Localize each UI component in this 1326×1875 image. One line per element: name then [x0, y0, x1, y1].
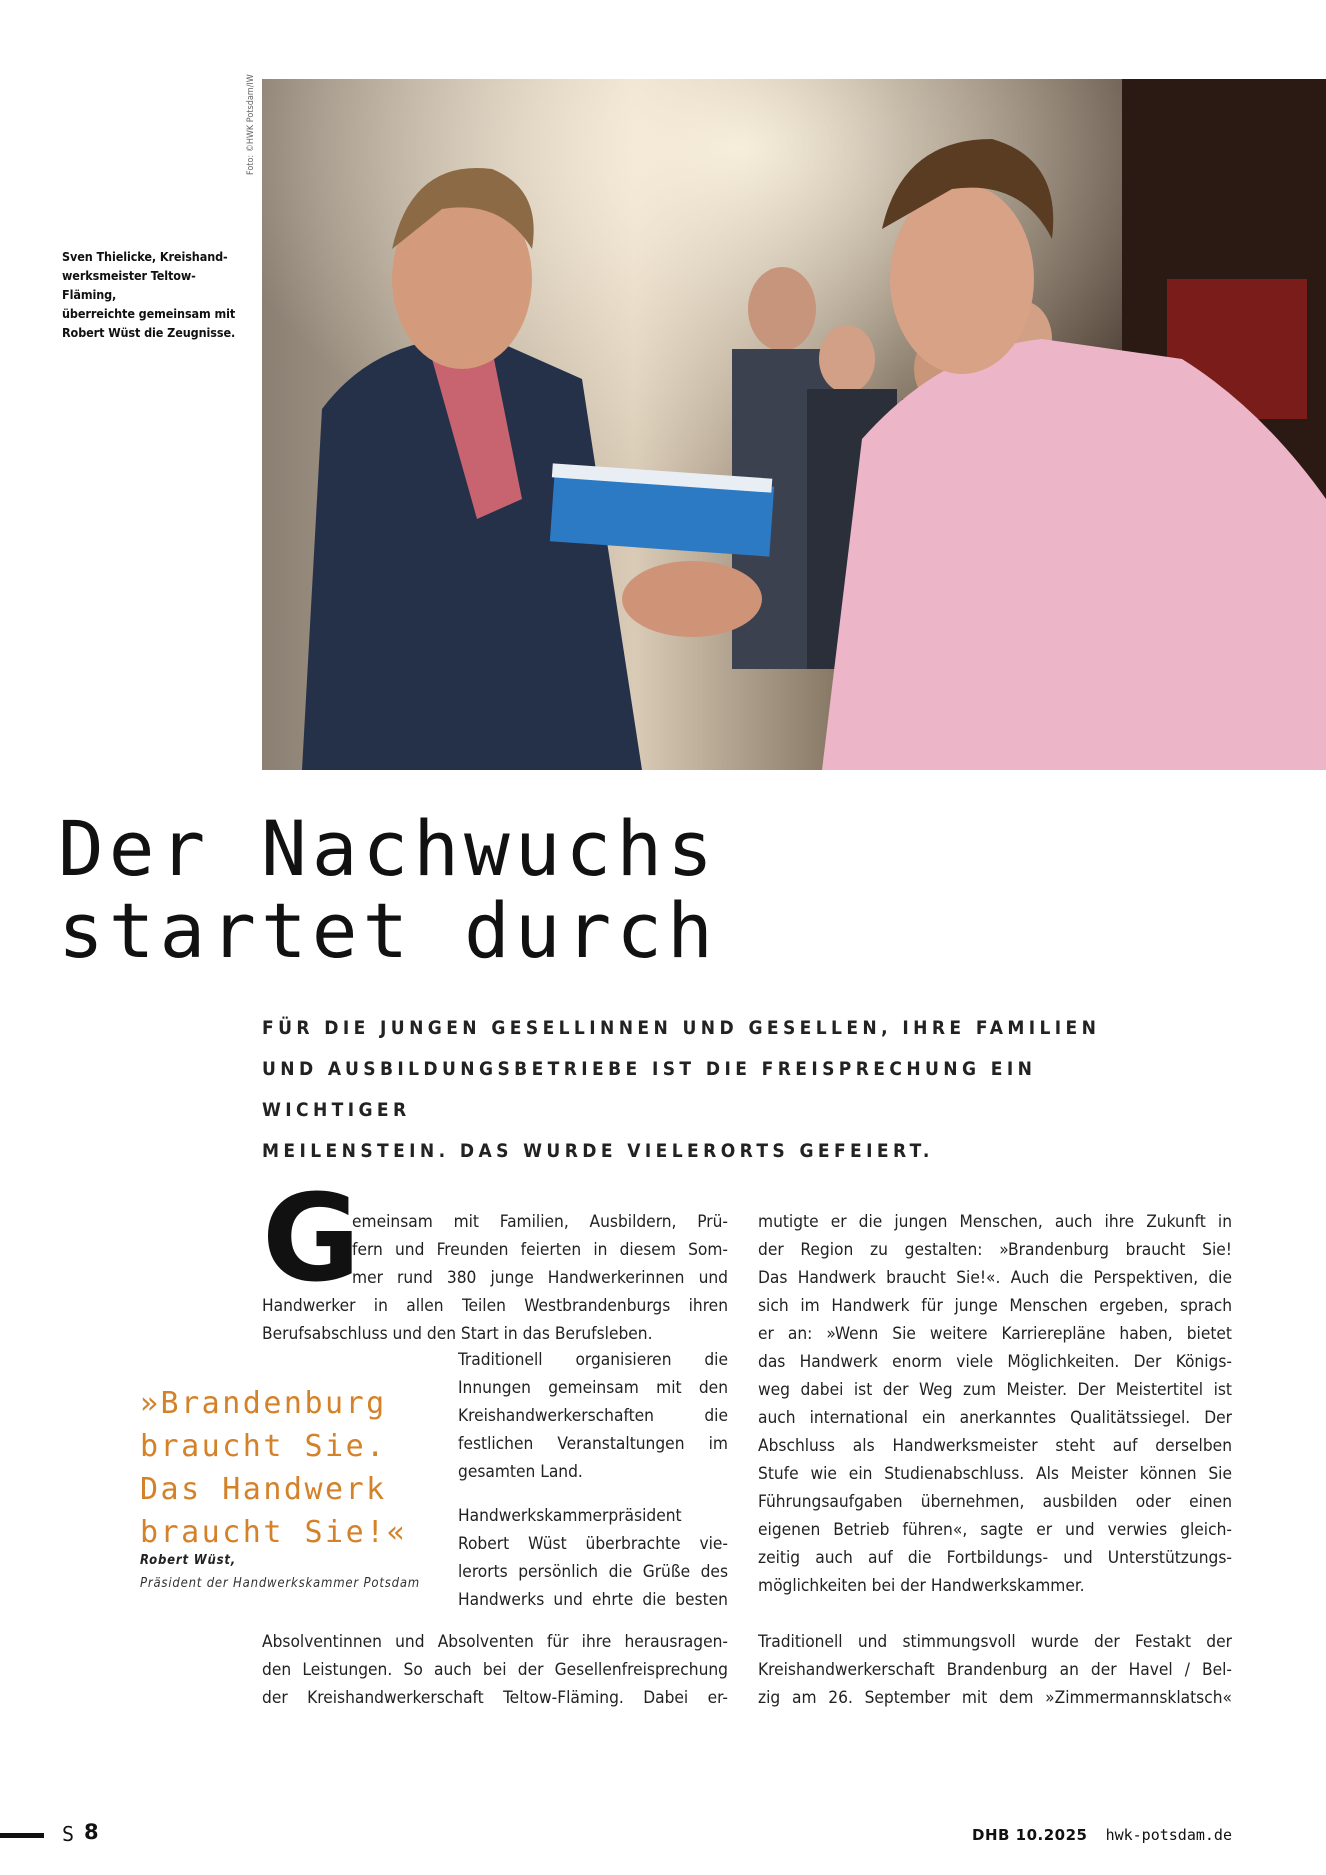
website: hwk-potsdam.de — [1105, 1826, 1232, 1844]
article-headline: Der Nachwuchs startet durch — [58, 804, 718, 975]
footer-bar — [0, 1833, 44, 1838]
body-col1-intro: emeinsam mit Familien, Ausbildern, Prü- fern und Freunden feierten in diesem Som- mer rund 380 junge Handwerkerinnen und — [352, 1212, 728, 1288]
issue-label: DHB 10.2025 — [972, 1826, 1088, 1844]
drop-cap: G — [262, 1170, 361, 1309]
body-col1-intro-full: Handwerker in allen Teilen Westbrandenburgs ihren Berufsabschluss und den Start in das Berufsleben. — [262, 1296, 728, 1344]
photo-credit: Foto: ©HWK Potsdam/IW — [246, 74, 256, 175]
footer-section: S — [62, 1822, 75, 1846]
body-col2-para2: Traditionell und stimmungsvoll wurde der Festakt der Kreishandwerkerschaft Brandenburg an der Havel / Bel- zig am 26. September mit dem »Zimmermannsklatsch« — [758, 1632, 1232, 1708]
pull-quote-author: Robert Wüst, — [140, 1553, 236, 1568]
body-col2-para1: mutigte er die jungen Menschen, auch ihre Zukunft in der Region zu gestalten: »Brandenburg braucht Sie! Das Handwerk braucht Sie!«. Auch die Perspektiven, die sich im Handwerk für junge Menschen ergeben, sprach er an: »Wenn Sie weitere Karrierepläne haben, bietet das Handwerk enorm viele Möglichkeiten. Der Königs- weg dabei ist der Weg zum Meister. Der Meistertitel ist auch international ein anerkanntes Qualitätssiegel. Der Abschluss als Handwerksmeister steht auf derselben Stufe wie ein Studienabschluss. Als Meister können Sie Führungsaufgaben übernehmen, ausbilden oder einen eigenen Betrieb führen«, sagte er und verwies gleich- zeitig auch auf die Fortbildungs- und Unterstützungs- möglichkeiten bei der Handwerkskammer. — [758, 1212, 1232, 1596]
handshake-photo-illustration — [262, 79, 1326, 770]
article-lead: FÜR DIE JUNGEN GESELLINNEN UND GESELLEN, IHRE FAMILIEN UND AUSBILDUNGSBETRIEBE IST DIE FREISPRECHUNG EIN WICHTIGER MEILENSTEIN. DAS WURDE VIELERORTS GEFEIERT. — [262, 1017, 1101, 1162]
body-col1-para3: Handwerkskammerpräsident Robert Wüst überbrachte vie- lerorts persönlich die Grüße des Handwerks und ehrte die besten — [458, 1506, 728, 1610]
article-photo — [262, 79, 1326, 770]
pull-quote-role: Präsident der Handwerkskammer Potsdam — [140, 1576, 421, 1591]
photo-caption: Sven Thielicke, Kreishand- werksmeister Teltow-Fläming, überreichte gemeinsam mit Robert Wüst die Zeugnisse. — [62, 249, 236, 340]
body-col1-para3-full: Absolventinnen und Absolventen für ihre herausragen- den Leistungen. So auch bei der Gesellenfreisprechung der Kreishandwerkerschaft Teltow-Fläming. Dabei er- — [262, 1632, 728, 1708]
body-col1-para2: Traditionell organisieren die Innungen gemeinsam mit den Kreishandwerkerschaften die festlichen Veranstaltungen im gesamten Land. — [458, 1350, 728, 1482]
page-number: 8 — [84, 1820, 99, 1844]
footer-issue — [972, 1826, 1232, 1844]
pull-quote: »Brandenburg braucht Sie. Das Handwerk braucht Sie!« — [140, 1386, 408, 1550]
